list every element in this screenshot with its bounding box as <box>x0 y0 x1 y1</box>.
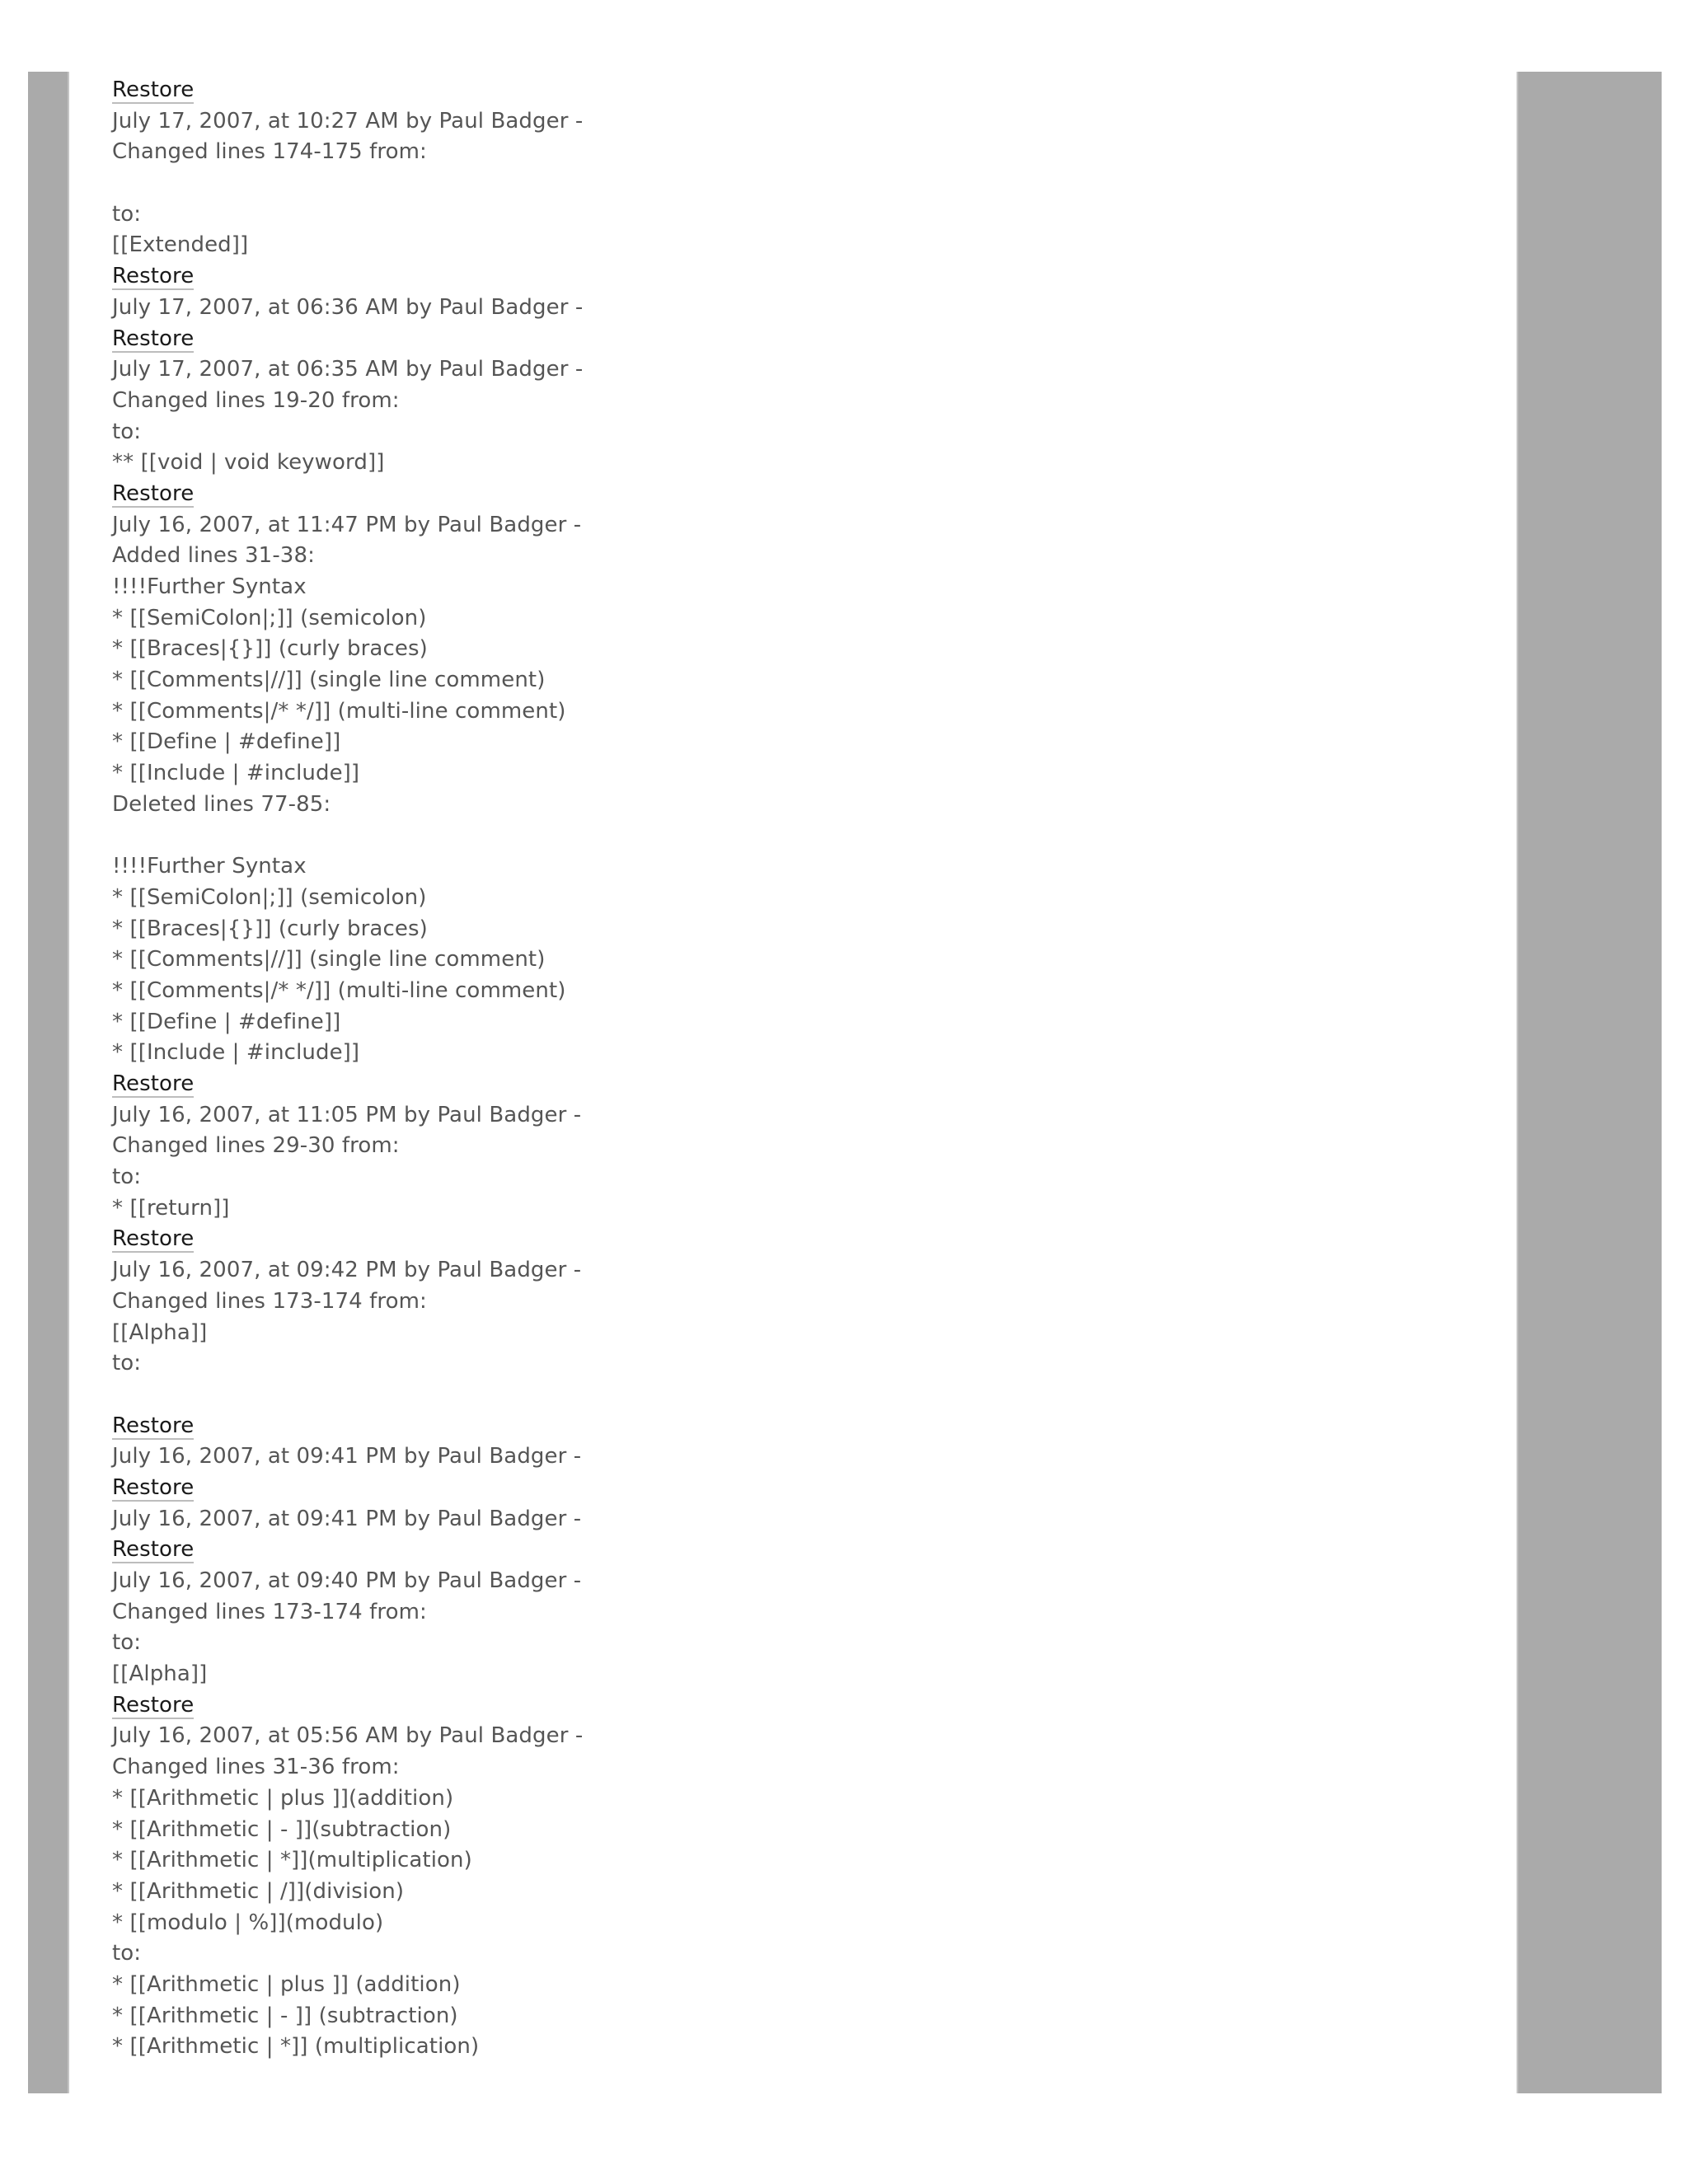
diff-line: * [[SemiColon|;]] (semicolon) <box>112 605 427 630</box>
restore-link-label[interactable]: Restore <box>112 1537 195 1563</box>
diff-line: Changed lines 19-20 from: <box>112 387 400 413</box>
restore-link-label[interactable]: Restore <box>112 77 195 102</box>
diff-line: * [[SemiColon|;]] (semicolon) <box>112 884 427 910</box>
diff-line: !!!!Further Syntax <box>112 574 307 599</box>
diff-line: * [[Braces|{}]] (curly braces) <box>112 636 428 662</box>
restore-link[interactable] <box>112 1690 1472 1722</box>
diff-line: to: <box>112 419 142 444</box>
diff-line: * [[Arithmetic | - ]](subtraction) <box>112 1816 452 1842</box>
restore-link[interactable] <box>112 324 1472 355</box>
diff-line: * [[Comments|/* */]] (multi-line comment) <box>112 698 566 724</box>
diff-line: * [[Comments|//]] (single line comment) <box>112 668 546 693</box>
revision-meta: July 17, 2007, at 10:27 AM by Paul Badger - <box>112 108 584 134</box>
restore-link[interactable] <box>112 1224 1472 1255</box>
revision-meta: July 16, 2007, at 11:05 PM by Paul Badger - <box>112 1102 582 1127</box>
diff-line <box>112 821 1472 852</box>
diff-line: Changed lines 31-36 from: <box>112 1755 400 1780</box>
restore-link[interactable] <box>112 75 1472 106</box>
diff-line: Changed lines 173-174 from: <box>112 1288 427 1314</box>
diff-line: to: <box>112 1630 142 1656</box>
diff-line: * [[Include | #include]] <box>112 1040 360 1066</box>
restore-link[interactable] <box>112 1473 1472 1504</box>
diff-line: [[Extended]] <box>112 232 249 258</box>
diff-line: Changed lines 174-175 from: <box>112 139 427 165</box>
diff-line: !!!!Further Syntax <box>112 854 307 879</box>
diff-line: [[Alpha]] <box>112 1319 208 1345</box>
diff-line: * [[Arithmetic | - ]] (subtraction) <box>112 2003 458 2028</box>
revision-meta: July 16, 2007, at 09:41 PM by Paul Badger - <box>112 1444 582 1469</box>
diff-line: * [[Braces|{}]] (curly braces) <box>112 916 428 941</box>
diff-line: * [[Arithmetic | *]] (multiplication) <box>112 2034 480 2060</box>
diff-line: to: <box>112 201 142 227</box>
left-gray-column <box>28 72 69 2093</box>
diff-line: * [[Comments|/* */]] (multi-line comment) <box>112 977 566 1003</box>
right-gray-column <box>1517 72 1662 2093</box>
diff-line: Deleted lines 77-85: <box>112 791 331 817</box>
revision-meta: July 17, 2007, at 06:36 AM by Paul Badger - <box>112 294 584 320</box>
restore-link[interactable] <box>112 1069 1472 1100</box>
revision-meta: July 16, 2007, at 09:40 PM by Paul Badger - <box>112 1568 582 1593</box>
restore-link-label[interactable]: Restore <box>112 480 195 506</box>
diff-line: to: <box>112 1941 142 1966</box>
diff-line: * [[Arithmetic | plus ]] (addition) <box>112 1971 461 1997</box>
restore-link-label[interactable]: Restore <box>112 264 195 289</box>
diff-line: * [[return]] <box>112 1195 230 1221</box>
restore-link-label[interactable]: Restore <box>112 1071 195 1096</box>
diff-line: ** [[void | void keyword]] <box>112 450 385 476</box>
diff-line: to: <box>112 1165 142 1190</box>
diff-line: [[Alpha]] <box>112 1661 208 1687</box>
diff-line: Changed lines 173-174 from: <box>112 1599 427 1624</box>
diff-line: * [[Include | #include]] <box>112 761 360 786</box>
restore-link[interactable] <box>112 1411 1472 1442</box>
diff-line <box>112 1380 1472 1411</box>
diff-line: * [[Arithmetic | plus ]](addition) <box>112 1785 454 1811</box>
diff-line: * [[Define | #define]] <box>112 1009 341 1034</box>
revision-meta: July 16, 2007, at 05:56 AM by Paul Badger - <box>112 1723 584 1749</box>
restore-link[interactable] <box>112 261 1472 293</box>
restore-link[interactable] <box>112 479 1472 510</box>
diff-line: * [[Arithmetic | /]](division) <box>112 1878 405 1904</box>
diff-line: to: <box>112 1351 142 1376</box>
revision-meta: July 17, 2007, at 06:35 AM by Paul Badger - <box>112 357 584 382</box>
restore-link-label[interactable]: Restore <box>112 1692 195 1718</box>
restore-link[interactable] <box>112 1535 1472 1566</box>
diff-line: Added lines 31-38: <box>112 543 315 569</box>
restore-link-label[interactable]: Restore <box>112 1226 195 1252</box>
restore-link-label[interactable]: Restore <box>112 1474 195 1500</box>
diff-line: Changed lines 29-30 from: <box>112 1133 400 1159</box>
diff-line: * [[Comments|//]] (single line comment) <box>112 947 546 972</box>
restore-link-label[interactable]: Restore <box>112 326 195 351</box>
restore-link-label[interactable]: Restore <box>112 1413 195 1438</box>
diff-line: * [[Arithmetic | *]](multiplication) <box>112 1848 472 1873</box>
diff-line: * [[modulo | %]](modulo) <box>112 1910 384 1935</box>
diff-line <box>112 168 1472 199</box>
revision-meta: July 16, 2007, at 11:47 PM by Paul Badger - <box>112 512 582 537</box>
page-history-list <box>112 75 1472 2063</box>
diff-line: * [[Define | #define]] <box>112 729 341 755</box>
revision-meta: July 16, 2007, at 09:42 PM by Paul Badger - <box>112 1258 582 1283</box>
revision-meta: July 16, 2007, at 09:41 PM by Paul Badger - <box>112 1506 582 1531</box>
